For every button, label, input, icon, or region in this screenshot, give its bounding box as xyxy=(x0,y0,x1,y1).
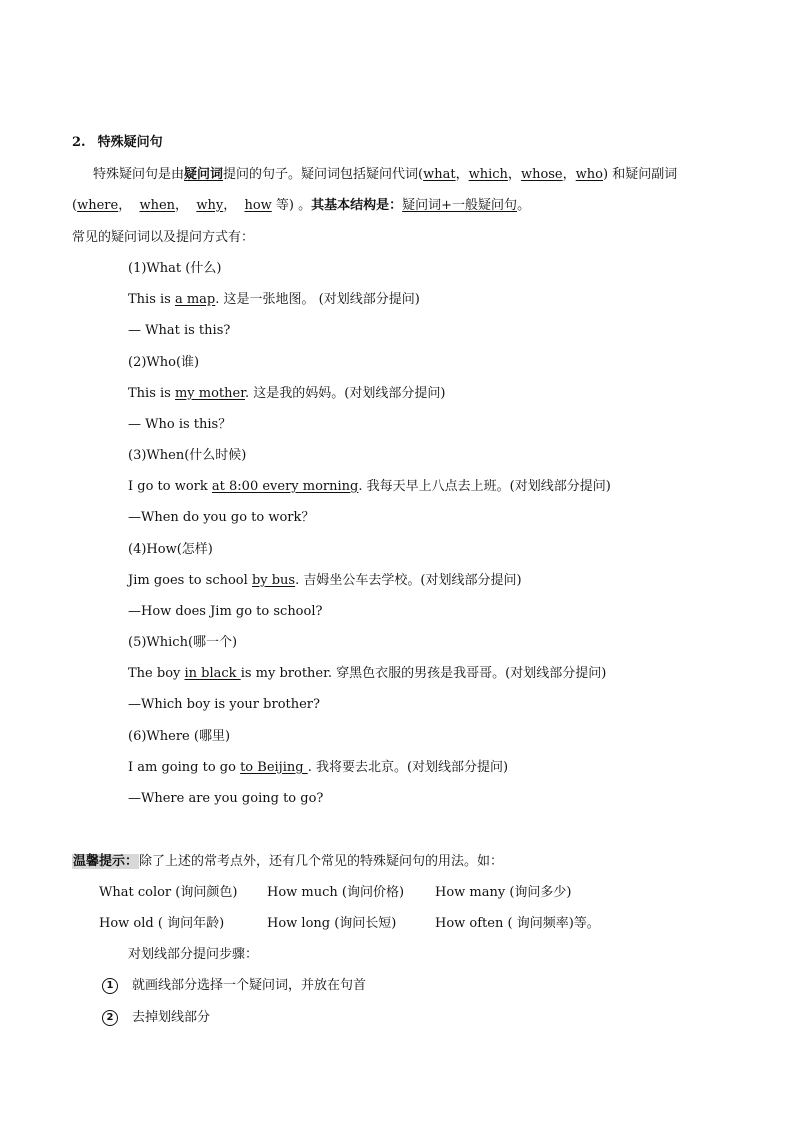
sentence-text: . 我将要去北京。(对划线部分提问) xyxy=(307,760,509,775)
sentence-text: The boy xyxy=(128,666,185,681)
example-answer: —How does Jim go to school? xyxy=(128,604,323,619)
example-sentence xyxy=(128,478,611,496)
section-title: 特殊疑问句 xyxy=(97,135,163,150)
structure-formula: 疑问词+一般疑问句 xyxy=(402,198,518,213)
sentence-text: This is xyxy=(128,292,175,307)
intro-text: 。 xyxy=(517,198,531,213)
example-label: (2)Who(谁) xyxy=(128,355,200,370)
example-sentence xyxy=(128,572,522,590)
example-label: (5)Which(哪一个) xyxy=(128,635,238,650)
tip-label: 温馨提示： xyxy=(73,854,139,869)
underlined-part: my mother xyxy=(174,386,246,401)
step-text: 就画线部分选择一个疑问词，并放在句首 xyxy=(132,978,367,993)
underlined-term: 疑问词 xyxy=(184,167,224,182)
intro-text: 特殊疑问句是由 xyxy=(93,167,185,182)
separator: ， xyxy=(507,167,521,182)
phrase-item: How much (询问价格) xyxy=(267,885,405,900)
sentence-text: . 吉姆坐公车去学校。(对划线部分提问) xyxy=(295,573,522,588)
example-answer: —Which boy is your brother? xyxy=(128,697,320,712)
step-number-icon: 1 xyxy=(102,978,118,994)
separator: ， xyxy=(118,198,132,213)
underlined-part: at 8:00 every morning xyxy=(211,479,359,494)
common-title: 常见的疑问词以及提问方式有： xyxy=(72,230,255,245)
sentence-text: This is xyxy=(128,386,175,401)
step-text: 去掉划线部分 xyxy=(132,1010,211,1025)
structure-label: 其基本结构是： xyxy=(311,198,403,213)
sentence-text: I am going to go xyxy=(128,760,241,775)
word-how: how xyxy=(244,198,272,213)
phrase-item: What color (询问颜色) xyxy=(99,885,238,900)
intro-line-2 xyxy=(72,197,530,215)
word-what: what xyxy=(423,167,456,182)
example-label: (6)Where (哪里) xyxy=(128,729,231,744)
step-item xyxy=(102,1009,210,1027)
step-item xyxy=(102,977,366,995)
intro-text: ( xyxy=(72,198,78,213)
intro-text: 等) 。 xyxy=(271,198,312,213)
separator: ， xyxy=(175,198,189,213)
intro-text: ) 和疑问副词 xyxy=(602,167,678,182)
example-answer: —Where are you going to go? xyxy=(128,791,324,806)
example-answer: — Who is this？ xyxy=(128,417,232,432)
example-answer: — What is this? xyxy=(128,323,231,338)
example-label: (1)What (什么) xyxy=(128,261,222,276)
phrase-row xyxy=(99,915,600,933)
word-who: who xyxy=(575,167,603,182)
word-why: why xyxy=(196,198,224,213)
phrase-row xyxy=(99,884,572,902)
separator: ， xyxy=(562,167,576,182)
phrase-item: How often ( 询问频率)等。 xyxy=(435,916,600,931)
sentence-text: I go to work xyxy=(128,479,212,494)
underlined-part: to Beijing xyxy=(240,760,308,775)
example-answer: —When do you go to work？ xyxy=(128,510,315,525)
underlined-part: by bus xyxy=(251,573,296,588)
example-label: (4)How(怎样) xyxy=(128,542,213,557)
sentence-text: Jim goes to school xyxy=(128,573,252,588)
example-sentence xyxy=(128,665,606,683)
sentence-text: . 我每天早上八点去上班。(对划线部分提问) xyxy=(358,479,611,494)
example-label: (3)When(什么时候) xyxy=(128,448,247,463)
example-sentence xyxy=(128,291,420,309)
word-whose: whose xyxy=(520,167,563,182)
example-sentence xyxy=(128,759,508,777)
intro-text: 提问的句子。疑问词包括疑问代词( xyxy=(223,167,424,182)
phrase-item: How long (询问长短) xyxy=(267,916,397,931)
separator: ， xyxy=(455,167,469,182)
underlined-part: a map xyxy=(174,292,216,307)
steps-title: 对划线部分提问步骤： xyxy=(128,947,259,962)
example-sentence xyxy=(128,385,445,403)
step-number-icon: 2 xyxy=(102,1010,118,1026)
section-heading xyxy=(72,134,163,152)
sentence-text: . 这是我的妈妈。(对划线部分提问) xyxy=(245,386,446,401)
intro-line-1 xyxy=(93,166,677,184)
sentence-text: is my brother. 穿黑色衣服的男孩是我哥哥。(对划线部分提问) xyxy=(240,666,607,681)
tip-line xyxy=(72,853,503,871)
separator: ， xyxy=(223,198,237,213)
sentence-text: . 这是一张地图。 (对划线部分提问) xyxy=(215,292,420,307)
section-number: 2. xyxy=(72,135,86,150)
tip-text: 除了上述的常考点外，还有几个常见的特殊疑问句的用法。如： xyxy=(139,854,504,869)
underlined-part: in black xyxy=(184,666,241,681)
phrase-item: How many (询问多少) xyxy=(435,885,572,900)
phrase-item: How old ( 询问年龄) xyxy=(99,916,225,931)
word-where: where xyxy=(77,198,119,213)
word-which: which xyxy=(468,167,508,182)
word-when: when xyxy=(139,198,176,213)
